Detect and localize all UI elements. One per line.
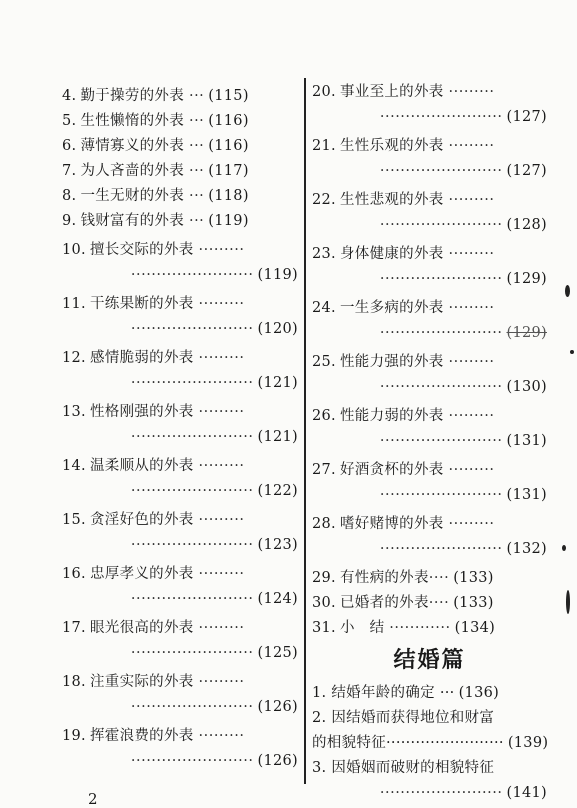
entry-title: 生性悲观的外表	[339, 192, 444, 208]
entry-page: (136)	[458, 685, 500, 701]
toc-entry	[312, 756, 547, 806]
right-column	[312, 80, 547, 806]
entry-page: (131)	[506, 487, 547, 503]
leader-dots: ·········	[198, 404, 245, 420]
leader-dots: ························	[130, 375, 254, 391]
toc-entry	[62, 134, 298, 159]
page-number: 2	[88, 790, 98, 808]
toc-entry	[62, 238, 298, 288]
toc-entry	[62, 562, 298, 612]
entry-title: 眼光很高的外表	[89, 620, 194, 636]
entry-page: (134)	[454, 620, 496, 636]
toc-entry	[312, 681, 547, 706]
entry-title: 一生多病的外表	[339, 300, 444, 316]
entry-number: 27.	[312, 462, 336, 478]
toc-entry	[62, 159, 298, 184]
entry-title: 2. 因结婚而获得地位和财富	[312, 710, 495, 726]
entry-number: 22.	[312, 192, 336, 208]
entry-number: 31.	[312, 620, 336, 636]
toc-entry	[62, 184, 298, 209]
leader-dots: ························	[379, 541, 503, 557]
leader-dots: ·········	[198, 620, 245, 636]
left-column	[62, 84, 298, 774]
toc-entry	[62, 508, 298, 558]
entry-page: (126)	[257, 699, 298, 715]
entry-number: 8.	[62, 188, 77, 204]
toc-entry	[62, 84, 298, 109]
leader-dots: ·········	[448, 516, 495, 532]
entry-number: 16.	[62, 566, 86, 582]
leader-dots: ························	[130, 537, 254, 553]
entry-number: 12.	[62, 350, 86, 366]
entry-title: 为人吝啬的外表	[80, 163, 185, 179]
entry-number: 6.	[62, 138, 77, 154]
toc-entry	[62, 292, 298, 342]
entry-page: (121)	[257, 429, 298, 445]
entry-page: (115)	[208, 88, 249, 104]
leader-dots: ·········	[198, 296, 245, 312]
toc-entry	[312, 242, 547, 292]
entry-title: 贪淫好色的外表	[89, 512, 194, 528]
leader-dots: ·········	[448, 354, 495, 370]
leader-dots: ························	[379, 487, 503, 503]
toc-entry	[312, 296, 547, 346]
toc-entry	[62, 616, 298, 666]
entry-title: 感情脆弱的外表	[89, 350, 194, 366]
leader-dots: ·········	[198, 458, 245, 474]
leader-dots: ·········	[198, 728, 245, 744]
toc-entry	[312, 512, 547, 562]
entry-title: 事业至上的外表	[339, 84, 444, 100]
entry-page: (133)	[453, 570, 494, 586]
entry-number: 23.	[312, 246, 336, 262]
leader-dots: ·········	[198, 512, 245, 528]
entry-title: 好酒贪杯的外表	[339, 462, 444, 478]
scan-speck	[562, 545, 566, 551]
entry-page: (119)	[257, 267, 298, 283]
leader-dots: ···	[188, 88, 205, 104]
leader-dots: ·········	[448, 84, 495, 100]
leader-dots: ························	[130, 699, 254, 715]
entry-number: 13.	[62, 404, 86, 420]
toc-entry	[312, 404, 547, 454]
leader-dots: ························	[130, 591, 254, 607]
leader-dots: ························	[130, 483, 254, 499]
entry-page: (139)	[507, 735, 549, 751]
entry-page: (118)	[208, 188, 249, 204]
entry-page: (127)	[506, 163, 547, 179]
leader-dots: ·········	[448, 246, 495, 262]
entry-page: (127)	[506, 109, 547, 125]
leader-dots: ·········	[448, 462, 495, 478]
entry-page: (121)	[257, 375, 298, 391]
entry-page: (124)	[257, 591, 298, 607]
toc-entry	[62, 346, 298, 396]
entry-page: (128)	[506, 217, 547, 233]
leader-dots: ·········	[198, 674, 245, 690]
toc-entry	[312, 134, 547, 184]
entry-page: (130)	[506, 379, 547, 395]
entry-number: 18.	[62, 674, 86, 690]
entry-number: 20.	[312, 84, 336, 100]
entry-title: 温柔顺从的外表	[89, 458, 194, 474]
entry-number: 28.	[312, 516, 336, 532]
entry-page: (116)	[208, 138, 249, 154]
scan-speck	[566, 590, 570, 614]
toc-entry	[62, 454, 298, 504]
leader-dots: ····	[428, 570, 450, 586]
leader-dots: ···	[188, 138, 205, 154]
entry-number: 17.	[62, 620, 86, 636]
toc-entry	[312, 706, 547, 756]
entry-number: 25.	[312, 354, 336, 370]
entry-title: 忠厚孝义的外表	[89, 566, 194, 582]
toc-entry	[312, 566, 547, 591]
entry-number: 29.	[312, 570, 336, 586]
entry-number: 15.	[62, 512, 86, 528]
leader-dots: ···	[188, 163, 205, 179]
leader-dots: ························	[379, 271, 503, 287]
entry-title: 生性乐观的外表	[339, 138, 444, 154]
entry-number: 4.	[62, 88, 77, 104]
leader-dots: ························	[130, 753, 254, 769]
entry-number: 5.	[62, 113, 77, 129]
entry-page: (129)	[506, 271, 547, 287]
entry-page: (116)	[208, 113, 249, 129]
leader-dots: ·········	[198, 566, 245, 582]
entry-page: (119)	[208, 213, 249, 229]
leader-dots: ························	[379, 163, 503, 179]
leader-dots: ························	[130, 321, 254, 337]
entry-title: 性格刚强的外表	[89, 404, 194, 420]
entry-title: 3. 因婚姻而破财的相貌特征	[312, 760, 495, 776]
toc-entry	[312, 80, 547, 130]
entry-title: 生性懒惰的外表	[80, 113, 185, 129]
entry-title: 小 结	[339, 620, 385, 636]
leader-dots: ························	[130, 267, 254, 283]
entry-number: 10.	[62, 242, 86, 258]
entry-title: 有性病的外表	[339, 570, 429, 586]
entry-title: 擅长交际的外表	[89, 242, 194, 258]
leader-dots: ························	[379, 217, 503, 233]
toc-entry	[312, 188, 547, 238]
entry-number: 24.	[312, 300, 336, 316]
entry-number: 21.	[312, 138, 336, 154]
entry-title: 注重实际的外表	[89, 674, 194, 690]
entry-number: 26.	[312, 408, 336, 424]
leader-dots: ·········	[448, 192, 495, 208]
entry-title: 干练果断的外表	[89, 296, 194, 312]
entry-title: 薄情寡义的外表	[80, 138, 185, 154]
leader-dots: ····	[428, 595, 450, 611]
entry-title: 身体健康的外表	[339, 246, 444, 262]
leader-dots: ···	[188, 213, 205, 229]
entry-number: 30.	[312, 595, 336, 611]
toc-entry	[62, 670, 298, 720]
entry-title-cont: 的相貌特征························	[312, 735, 504, 751]
scan-speck	[570, 350, 574, 354]
toc-entry	[62, 109, 298, 134]
entry-number: 19.	[62, 728, 86, 744]
leader-dots: ························	[379, 785, 503, 801]
leader-dots: ························	[130, 645, 254, 661]
entry-title: 已婚者的外表	[339, 595, 429, 611]
entry-title: 性能力强的外表	[339, 354, 444, 370]
column-divider	[304, 78, 306, 784]
entry-page: (117)	[208, 163, 249, 179]
toc-entry	[312, 616, 547, 641]
entry-page: (129)	[506, 325, 547, 341]
toc-entry	[312, 591, 547, 616]
leader-dots: ·········	[198, 242, 245, 258]
toc-entry	[312, 350, 547, 400]
leader-dots: ············	[389, 620, 451, 636]
entry-title: 挥霍浪费的外表	[89, 728, 194, 744]
entry-title: 勤于操劳的外表	[80, 88, 185, 104]
entry-page: (141)	[506, 785, 547, 801]
entry-title: 嗜好赌博的外表	[339, 516, 444, 532]
leader-dots: ·········	[448, 408, 495, 424]
entry-number: 9.	[62, 213, 77, 229]
leader-dots: ·········	[448, 138, 495, 154]
entry-title: 1. 结婚年龄的确定 ···	[312, 685, 455, 701]
entry-page: (132)	[506, 541, 547, 557]
section-heading: 结婚篇	[393, 648, 466, 673]
entry-page: (126)	[257, 753, 298, 769]
entry-title: 一生无财的外表	[80, 188, 185, 204]
leader-dots: ···	[188, 188, 205, 204]
leader-dots: ·········	[198, 350, 245, 366]
entry-page: (123)	[257, 537, 298, 553]
leader-dots: ························	[130, 429, 254, 445]
entry-page: (131)	[506, 433, 547, 449]
entry-page: (122)	[257, 483, 298, 499]
leader-dots: ························	[379, 325, 503, 341]
toc-entry	[62, 209, 298, 234]
toc-entry	[62, 400, 298, 450]
entry-page: (133)	[453, 595, 494, 611]
toc-entry	[312, 458, 547, 508]
entry-page: (120)	[257, 321, 298, 337]
entry-number: 11.	[62, 296, 86, 312]
entry-number: 14.	[62, 458, 86, 474]
toc-entry	[62, 724, 298, 774]
leader-dots: ···	[188, 113, 205, 129]
leader-dots: ·········	[448, 300, 495, 316]
entry-page: (125)	[257, 645, 298, 661]
entry-number: 7.	[62, 163, 77, 179]
scan-speck	[565, 285, 570, 297]
leader-dots: ························	[379, 433, 503, 449]
leader-dots: ························	[379, 379, 503, 395]
entry-title: 钱财富有的外表	[80, 213, 185, 229]
entry-title: 性能力弱的外表	[339, 408, 444, 424]
leader-dots: ························	[379, 109, 503, 125]
